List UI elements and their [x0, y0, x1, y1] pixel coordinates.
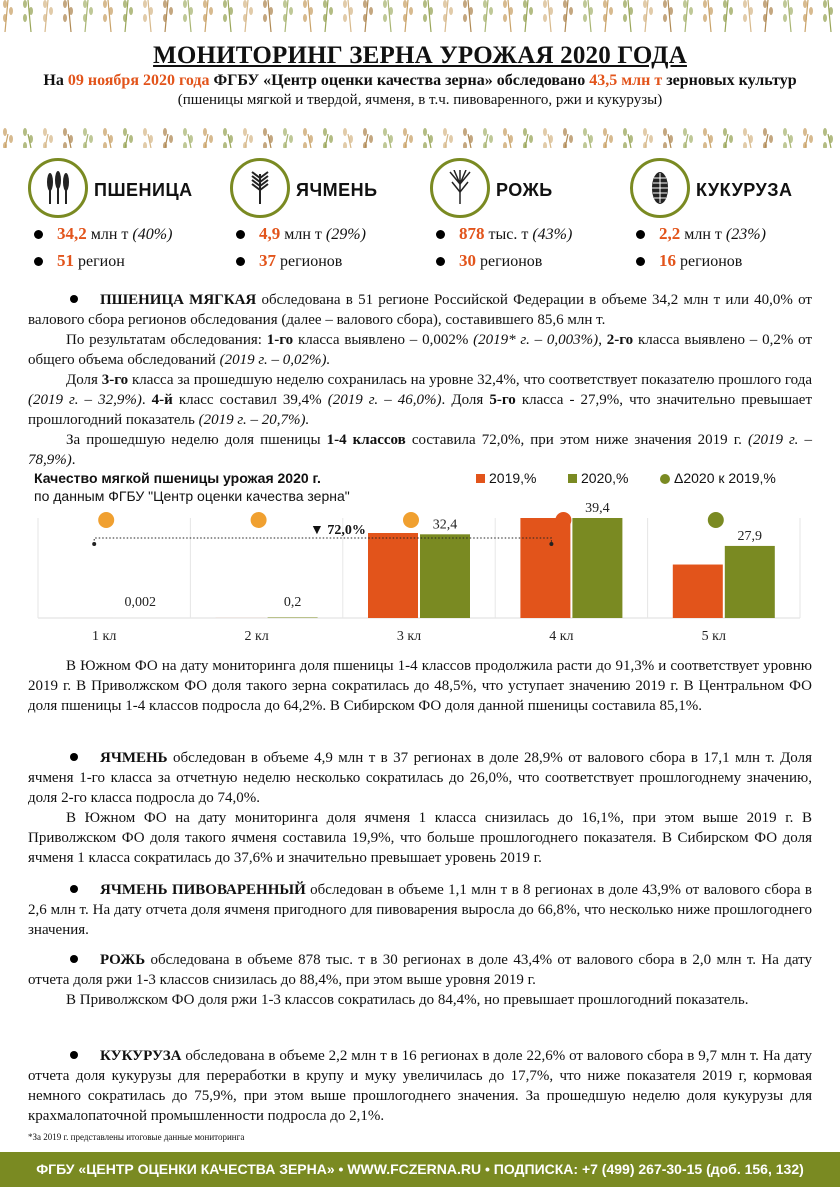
brewing-barley-section: ЯЧМЕНЬ ПИВОВАРЕННЫЙ обследован в объеме 1,1 млн т в 8 регионах в доле 43,9% от валового сбора в 2,6 млн т. На дату отчета доля ячменя пригодного для пивоварения выросла до 66,8%, что несколько ниже прошлогоднего значения.: [28, 882, 813, 938]
regions-paragraph: В Южном ФО на дату мониторинга доля пшеницы 1-4 классов продолжила расти до 91,3% и соответствует уровню 2019 г. В Приволжском ФО доля такого зерна сократилась до 48,5%, что уступает значению 2019 г. В Центральном ФО доля пшеницы 1-4 классов подросла до 64,2%. В Сибирском ФО доля данной пшеницы составила 85,1%.: [28, 658, 812, 714]
bar-2020: [268, 617, 318, 618]
crop-summary: [28, 158, 828, 278]
crop-wheat: ПШЕНИЦА 34,2 млн т (40%) 51 регион: [28, 158, 228, 278]
delta-marker: [251, 512, 267, 528]
chart-title: Качество мягкой пшеницы урожая 2020 г.: [34, 470, 321, 486]
crop-name: ПШЕНИЦА: [94, 180, 193, 200]
bullet: [70, 753, 78, 761]
chart-plot: [28, 468, 812, 648]
crop-name: КУКУРУЗА: [696, 180, 793, 200]
bar-2020: [725, 546, 775, 618]
barley-section: ЯЧМЕНЬ обследован в объеме 4,9 млн т в 37 регионах в доле 28,9% от валового сбора в 17,1 млн т. Доля ячменя 1-го класса за отчетную неделю несколько сократилась до 26,0%, что соответствует прошлогоднему значению, доля 2-го класса подросла до 74,0%. В Южном ФО на дату мониторинга доля ячменя 1 класса снизилась до 16,1%, при этом выше 2019 г. В Приволжском ФО доля такого ячменя составила 19,9%, что больше прошлогоднего показателя. В Сибирском ФО доля ячменя 1 класса сократилась до 37,6% и значительно превышает уровень 2019 г.: [28, 750, 812, 866]
bar-2019: [368, 533, 418, 618]
header-subtitle: На 09 ноября 2020 года ФГБУ «Центр оценки качества зерна» обследовано 43,5 млн т зерновых культур: [43, 72, 797, 89]
footnote: *За 2019 г. представлены итоговые данные мониторинга: [28, 1132, 245, 1142]
paragraph: ПШЕНИЦА МЯГКАЯ обследована в 51 регионе Российской Федерации в объеме 34,2 млн т или 40,0% от валового сбора регионов обследования (далее – валового сбора), составившего 85,6 млн т.: [28, 292, 812, 328]
bar-2019: [520, 518, 570, 618]
legend-delta: Δ2020 к 2019,%: [660, 470, 776, 486]
bullet: [70, 1051, 78, 1059]
tick-label: 4 кл: [549, 629, 574, 644]
tick-label: 5 кл: [701, 629, 726, 644]
crop-corn: КУКУРУЗА 2,2 млн т (23%) 16 регионов: [630, 158, 830, 278]
tick-label: 1 кл: [92, 629, 117, 644]
bracket-end: [92, 542, 96, 546]
bar-2020: [420, 534, 470, 618]
data-label: 27,9: [737, 528, 763, 544]
paragraph: По результатам обследования: 1-го класса выявлено – 0,002% (2019* г. – 0,003%), 2-го класса выявлено – 0,2% от общего объема обследований (2019 г. – 0,02%).: [28, 332, 813, 368]
header-banner: [0, 0, 840, 148]
tick-label: 3 кл: [396, 629, 422, 644]
page-title: МОНИТОРИНГ ЗЕРНА УРОЖАЯ 2020 ГОДА: [153, 42, 687, 69]
crop-name: РОЖЬ: [496, 180, 553, 200]
delta-marker: [98, 512, 114, 528]
bar-2020: [572, 518, 622, 618]
paragraph: За прошедшую неделю доля пшеницы 1-4 классов составила 72,0%, при этом ниже значения 2019 г. (2019 г. – 78,9%).: [28, 432, 812, 468]
chart-subtitle: по данным ФГБУ "Центр оценки качества зерна": [34, 488, 350, 504]
bullet: [70, 885, 78, 893]
bar-2019: [673, 565, 723, 618]
data-label: 39,4: [585, 501, 610, 516]
legend-2019: 2019,%: [476, 470, 536, 486]
delta-marker: [708, 512, 724, 528]
tick-label: 2 кл: [244, 629, 269, 644]
corn-icon: [642, 170, 678, 206]
wheat-quality-chart: [28, 468, 812, 648]
barley-icon: [242, 170, 278, 206]
data-label: 0,2: [283, 595, 302, 610]
paragraph: Доля 3-го класса за прошедшую неделю сохранилась на уровне 32,4%, что соответствует показателю прошлого года (2019 г. – 32,9%). 4-й класс составил 39,4% (2019 г. – 46,0%). Доля 5-го класса - 27,9%, что значительно превышает прошлогодний показатель (2019 г. – 20,7%).: [28, 372, 813, 428]
crop-rye: РОЖЬ 878 тыс. т (43%) 30 регионов: [430, 158, 630, 278]
wheat-icon: [40, 170, 76, 206]
rye-icon: [442, 170, 478, 206]
corn-section: КУКУРУЗА обследована в объеме 2,2 млн т в 16 регионах в доле 22,6% от валового сбора в 9,7 млн т. На дату отчета доля кукурузы для переработки в крупу и муку увеличилась до 17,7%, что ниже показателя 2019 г, кормовая немного сократилась до 75,9%, при этом выше прошлогоднего значения. За прошедшую неделю доля кукурузы для крахмалопаточной промышленности подросла до 2,1%.: [28, 1048, 812, 1124]
bracket-1-4: [94, 538, 551, 544]
bracket-label: ▼ 72,0%: [310, 523, 366, 538]
footer-bar: ФГБУ «ЦЕНТР ОЦЕНКИ КАЧЕСТВА ЗЕРНА» • WWW.FCZERNA.RU • ПОДПИСКА: +7 (499) 267-30-15 (доб. 156, 132): [0, 1152, 840, 1187]
header-subtitle-2: (пшеницы мягкой и твердой, ячменя, в т.ч. пивоваренного, ржи и кукурузы): [177, 92, 663, 108]
legend-2020: 2020,%: [568, 470, 628, 486]
delta-marker: [555, 512, 571, 528]
bracket-end: [549, 542, 553, 546]
bullet: [70, 295, 78, 303]
rye-section: РОЖЬ обследована в объеме 878 тыс. т в 30 регионах в доле 43,4% от валового сбора в 2,0 млн т. На дату отчета доля ржи 1-3 классов снизилась до 88,4%, при этом выше уровня 2019 г. В Приволжском ФО доля ржи 1-3 классов сократилась до 84,4%, но превышает прошлогодний показатель.: [28, 952, 812, 1008]
crop-barley: ЯЧМЕНЬ 4,9 млн т (29%) 37 регионов: [230, 158, 430, 278]
crop-name: ЯЧМЕНЬ: [296, 180, 378, 200]
data-label: 32,4: [432, 517, 458, 533]
bullet: [70, 955, 78, 963]
wheat-section: [28, 290, 812, 470]
delta-marker: [403, 512, 419, 528]
data-label: 0,002: [124, 595, 156, 610]
